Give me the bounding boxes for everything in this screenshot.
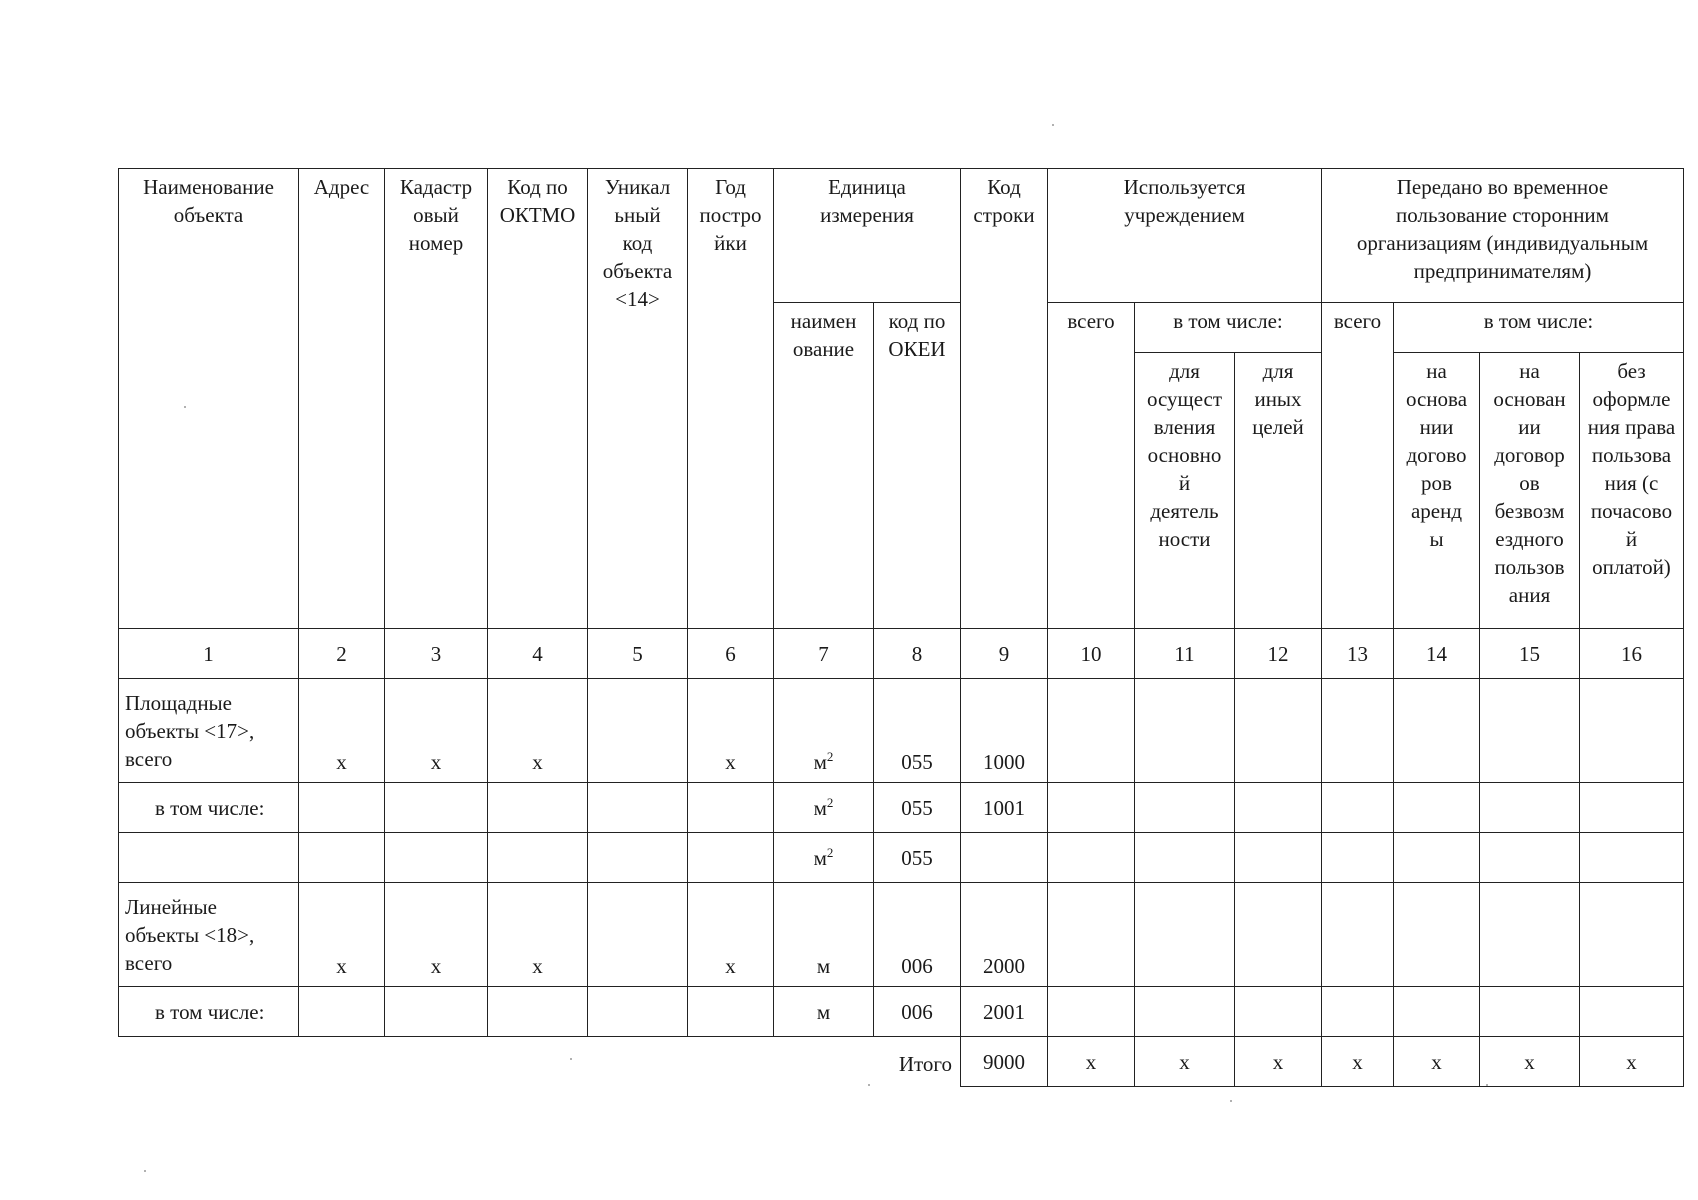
row-name: Линейные объекты <18>, всего [119, 883, 299, 987]
header-hourly-payment: без оформле ния права пользова ния (с почасово й оплатой) [1580, 353, 1684, 629]
header-used-by-institution: Используется учреждением [1048, 169, 1322, 303]
row-oktmo [488, 783, 588, 833]
cell-empty [1235, 833, 1322, 883]
cell-empty [1580, 833, 1684, 883]
total-value: x [1235, 1037, 1322, 1087]
row-unit [774, 679, 874, 783]
table-row [119, 679, 1684, 783]
column-number: 2 [299, 629, 385, 679]
table-row [119, 883, 1684, 987]
row-okei: 055 [874, 679, 961, 783]
row-year [688, 987, 774, 1037]
row-cadastral: x [385, 883, 488, 987]
row-code: 2000 [961, 883, 1048, 987]
scan-speck [570, 1058, 572, 1060]
cell-empty [1235, 883, 1322, 987]
row-name: в том числе: [119, 783, 299, 833]
cell-empty [1135, 883, 1235, 987]
cell-empty [1235, 679, 1322, 783]
row-oktmo [488, 833, 588, 883]
cell-empty [1048, 679, 1135, 783]
row-name [119, 833, 299, 883]
row-oktmo: x [488, 679, 588, 783]
row-okei: 055 [874, 783, 961, 833]
total-value: x [1048, 1037, 1135, 1087]
cell-empty [1235, 987, 1322, 1037]
cell-empty [1394, 987, 1480, 1037]
cell-empty [1235, 783, 1322, 833]
column-number: 16 [1580, 629, 1684, 679]
table-row [119, 987, 1684, 1037]
header-build-year: Год постро йки [688, 169, 774, 629]
header-used-other-purposes: для иных целей [1235, 353, 1322, 629]
row-address [299, 783, 385, 833]
cell-empty [1135, 783, 1235, 833]
cell-empty [1580, 679, 1684, 783]
cell-empty [1394, 833, 1480, 883]
row-year [688, 833, 774, 883]
scan-speck [1052, 124, 1054, 126]
header-row-top [119, 169, 1684, 303]
row-name: Площадные объекты <17>, всего [119, 679, 299, 783]
unit-base: м [813, 750, 827, 774]
cell-empty [1135, 987, 1235, 1037]
header-transferred-total: всего [1322, 303, 1394, 629]
unit-base: м [813, 795, 827, 820]
row-unique-code [588, 783, 688, 833]
row-address: x [299, 883, 385, 987]
header-transferred-including: в том числе: [1394, 303, 1684, 353]
cell-empty [1480, 783, 1580, 833]
total-label: Итого [898, 1051, 952, 1076]
scan-speck [868, 1084, 870, 1086]
header-row-code: Код строки [961, 169, 1048, 629]
row-unique-code [588, 883, 688, 987]
header-used-main-activity: для осущест вления основно й деятель ности [1135, 353, 1235, 629]
column-number: 13 [1322, 629, 1394, 679]
row-unique-code [588, 833, 688, 883]
cell-empty [1580, 987, 1684, 1037]
cell-empty [1322, 987, 1394, 1037]
row-address: x [299, 679, 385, 783]
row-unit [774, 987, 874, 1037]
cell-empty [1322, 783, 1394, 833]
property-report-table [118, 168, 1684, 1087]
header-free-use-agreements: на основан ии договор ов безвозм ездного пользов ания [1480, 353, 1580, 629]
cell-empty [1048, 883, 1135, 987]
row-cadastral [385, 987, 488, 1037]
header-rent-agreements: на основа нии догово ров аренд ы [1394, 353, 1480, 629]
total-code: 9000 [961, 1037, 1048, 1087]
row-cadastral: x [385, 679, 488, 783]
row-oktmo [488, 987, 588, 1037]
total-value: x [1135, 1037, 1235, 1087]
cell-empty [1480, 987, 1580, 1037]
row-oktmo: x [488, 883, 588, 987]
row-code: 2001 [961, 987, 1048, 1037]
row-year [688, 783, 774, 833]
cell-empty [1580, 783, 1684, 833]
row-unique-code [588, 679, 688, 783]
column-number: 4 [488, 629, 588, 679]
total-value: x [1394, 1037, 1480, 1087]
cell-empty [1322, 833, 1394, 883]
column-number: 12 [1235, 629, 1322, 679]
cell-empty [1135, 833, 1235, 883]
cell-empty [1394, 783, 1480, 833]
header-unique-code: Уникал ьный код объекта <14> [588, 169, 688, 629]
header-unit: Единица измерения [774, 169, 961, 303]
header-address: Адрес [299, 169, 385, 629]
cell-empty [1048, 833, 1135, 883]
row-code: 1000 [961, 679, 1048, 783]
column-number: 3 [385, 629, 488, 679]
cell-empty [1394, 679, 1480, 783]
column-numbers-row [119, 629, 1684, 679]
column-number: 6 [688, 629, 774, 679]
row-okei: 055 [874, 833, 961, 883]
header-unit-okei: код по ОКЕИ [874, 303, 961, 629]
cell-empty [1322, 883, 1394, 987]
cell-empty [1394, 883, 1480, 987]
column-number: 14 [1394, 629, 1480, 679]
header-cadastral-number: Кадастр овый номер [385, 169, 488, 629]
header-used-total: всего [1048, 303, 1135, 629]
row-year: x [688, 883, 774, 987]
unit-base: м [816, 999, 831, 1024]
total-value: x [1322, 1037, 1394, 1087]
row-unique-code [588, 987, 688, 1037]
column-number: 8 [874, 629, 961, 679]
header-oktmo-code: Код по ОКТМО [488, 169, 588, 629]
column-number: 1 [119, 629, 299, 679]
unit-superscript: 2 [826, 844, 834, 860]
row-address [299, 987, 385, 1037]
total-row [119, 1037, 1684, 1087]
column-number: 15 [1480, 629, 1580, 679]
header-transferred-to-third-parties: Передано во временное пользование сторонним организациям (индивидуальным предпринимателям) [1322, 169, 1684, 303]
row-name: в том числе: [119, 987, 299, 1037]
unit-base: м [816, 954, 831, 978]
row-code: 1001 [961, 783, 1048, 833]
cell-empty [1480, 883, 1580, 987]
cell-empty [1048, 987, 1135, 1037]
row-code [961, 833, 1048, 883]
scan-speck [184, 406, 186, 408]
cell-empty [1480, 679, 1580, 783]
unit-superscript: 2 [826, 794, 834, 810]
cell-empty [1580, 883, 1684, 987]
header-unit-name: наимен ование [774, 303, 874, 629]
column-number: 10 [1048, 629, 1135, 679]
table-row [119, 783, 1684, 833]
scan-speck [144, 1170, 146, 1172]
header-object-name: Наименование объекта [119, 169, 299, 629]
total-value: x [1480, 1037, 1580, 1087]
row-address [299, 833, 385, 883]
column-number: 7 [774, 629, 874, 679]
row-okei: 006 [874, 987, 961, 1037]
row-cadastral [385, 783, 488, 833]
scan-speck [1230, 1100, 1232, 1102]
cell-empty [1480, 833, 1580, 883]
row-unit [774, 883, 874, 987]
row-cadastral [385, 833, 488, 883]
column-number: 11 [1135, 629, 1235, 679]
column-number: 5 [588, 629, 688, 679]
row-okei: 006 [874, 883, 961, 987]
row-year: x [688, 679, 774, 783]
cell-empty [1322, 679, 1394, 783]
header-used-including: в том числе: [1135, 303, 1322, 353]
scan-speck [1486, 1084, 1488, 1086]
unit-superscript: 2 [826, 749, 834, 764]
unit-base: м [813, 845, 827, 870]
total-value: x [1580, 1037, 1684, 1087]
cell-empty [1135, 679, 1235, 783]
cell-empty [1048, 783, 1135, 833]
row-unit [774, 833, 874, 883]
table-row [119, 833, 1684, 883]
column-number: 9 [961, 629, 1048, 679]
row-unit [774, 783, 874, 833]
